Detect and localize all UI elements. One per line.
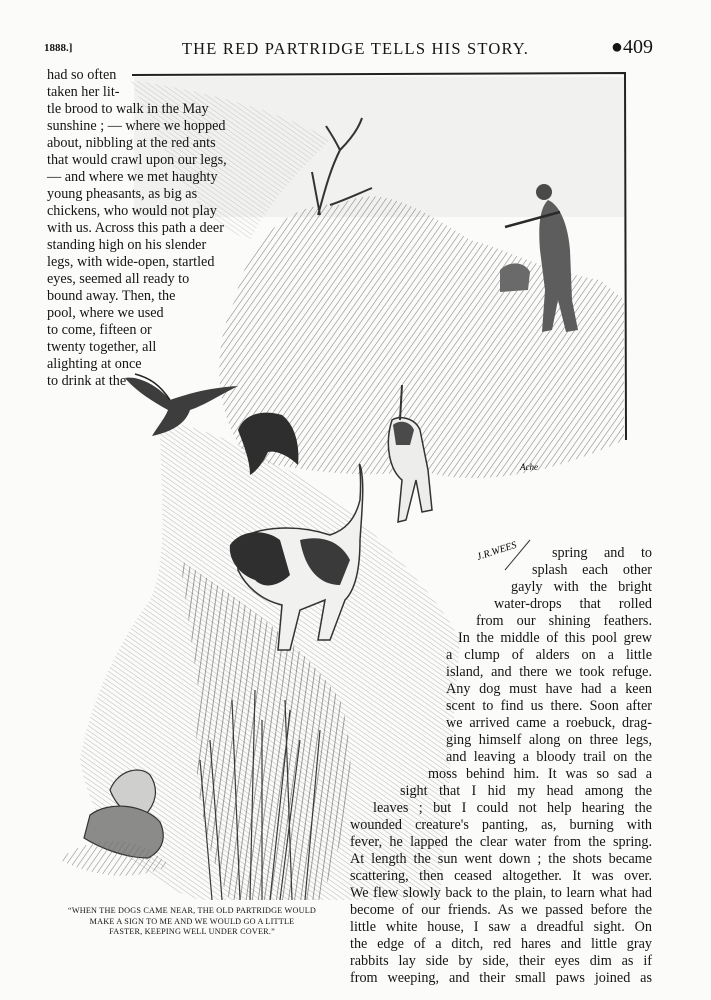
text-line: fever, he lapped the clear water from the spring. xyxy=(350,834,652,850)
text-line: alighting at once xyxy=(47,356,142,372)
text-line: young pheasants, as big as xyxy=(47,186,198,202)
text-line: island, and there we took refuge. xyxy=(446,664,652,680)
page-number-value: 409 xyxy=(623,36,653,58)
artist-signature: J.R.WEES xyxy=(475,539,519,563)
text-line: chickens, who would not play xyxy=(47,203,217,219)
text-line: Any dog must have had a keen xyxy=(446,681,652,697)
text-line: about, nibbling at the red ants xyxy=(47,135,216,151)
header-title: THE RED PARTRIDGE TELLS HIS STORY. xyxy=(181,39,530,58)
text-line: scattering, then ceased altogether. It was over. xyxy=(350,868,652,884)
text-line: and leaving a bloody trail on the xyxy=(446,749,652,765)
text-line: In the middle of this pool grew xyxy=(458,630,652,646)
illustration-caption xyxy=(42,906,342,938)
text-line: At length the sun went down ; the shots became xyxy=(350,851,652,867)
engraver-monogram: Ache xyxy=(520,462,538,472)
partridges-under-cover xyxy=(60,770,170,876)
text-line: become of our friends. As we passed before the xyxy=(350,902,652,918)
text-line: tle brood to walk in the May xyxy=(47,101,209,117)
text-line: to drink at the xyxy=(47,373,127,389)
page-number: ●409 xyxy=(610,36,653,58)
text-line: from weeping, and their small paws joined as xyxy=(350,970,652,986)
text-line: sunshine ; — where we hopped xyxy=(47,118,226,134)
text-line: gayly with the bright xyxy=(511,579,652,595)
text-line: a clump of alders on a little xyxy=(446,647,652,663)
text-line: sight that I hid my head among the xyxy=(400,783,652,799)
text-line: spring and to xyxy=(552,545,652,561)
caption-line: “WHEN THE DOGS CAME NEAR, THE OLD PARTRIDGE WOULD xyxy=(67,906,317,915)
text-line: wounded creature's panting, as, burning with xyxy=(350,817,652,833)
text-line: moss behind him. It was so sad a xyxy=(428,766,652,782)
text-line: water-drops that rolled xyxy=(494,596,652,612)
text-line: little white house, I saw a dreadful sight. On xyxy=(350,919,652,935)
text-line: standing high on his slender xyxy=(47,237,207,253)
text-line: — and where we met haughty xyxy=(47,169,218,185)
text-line: legs, with wide-open, startled xyxy=(47,254,215,270)
text-line: We flew slowly back to the plain, to learn what had xyxy=(350,885,652,901)
text-line: the edge of a ditch, red hares and little gray xyxy=(350,936,652,952)
text-line: rabbits lay side by side, their eyes dim as if xyxy=(350,953,652,969)
caption-line: MAKE A SIGN TO ME AND WE WOULD GO A LITTLE xyxy=(89,916,295,926)
text-line: scent to find us there. Soon after xyxy=(446,698,652,714)
text-line: leaves ; but I could not help hearing the xyxy=(373,800,652,816)
text-line: ging himself along on three legs, xyxy=(446,732,652,748)
text-line: twenty together, all xyxy=(47,339,157,355)
text-line: to come, fifteen or xyxy=(47,322,152,338)
text-line: eyes, seemed all ready to xyxy=(47,271,190,287)
caption-line: FASTER, KEEPING WELL UNDER COVER.” xyxy=(109,927,275,936)
text-line: that would crawl upon our legs, xyxy=(47,152,227,168)
text-line: splash each other xyxy=(532,562,652,578)
text-line: bound away. Then, the xyxy=(47,288,176,304)
text-line: had so often xyxy=(47,67,117,83)
text-line: pool, where we used xyxy=(47,305,164,321)
text-line: from our shining feathers. xyxy=(476,613,652,629)
text-line: we arrived came a roebuck, drag- xyxy=(446,715,652,731)
text-line: taken her lit- xyxy=(47,84,120,100)
text-line: with us. Across this path a deer xyxy=(47,220,224,236)
header-year: 1888.] xyxy=(44,42,73,54)
